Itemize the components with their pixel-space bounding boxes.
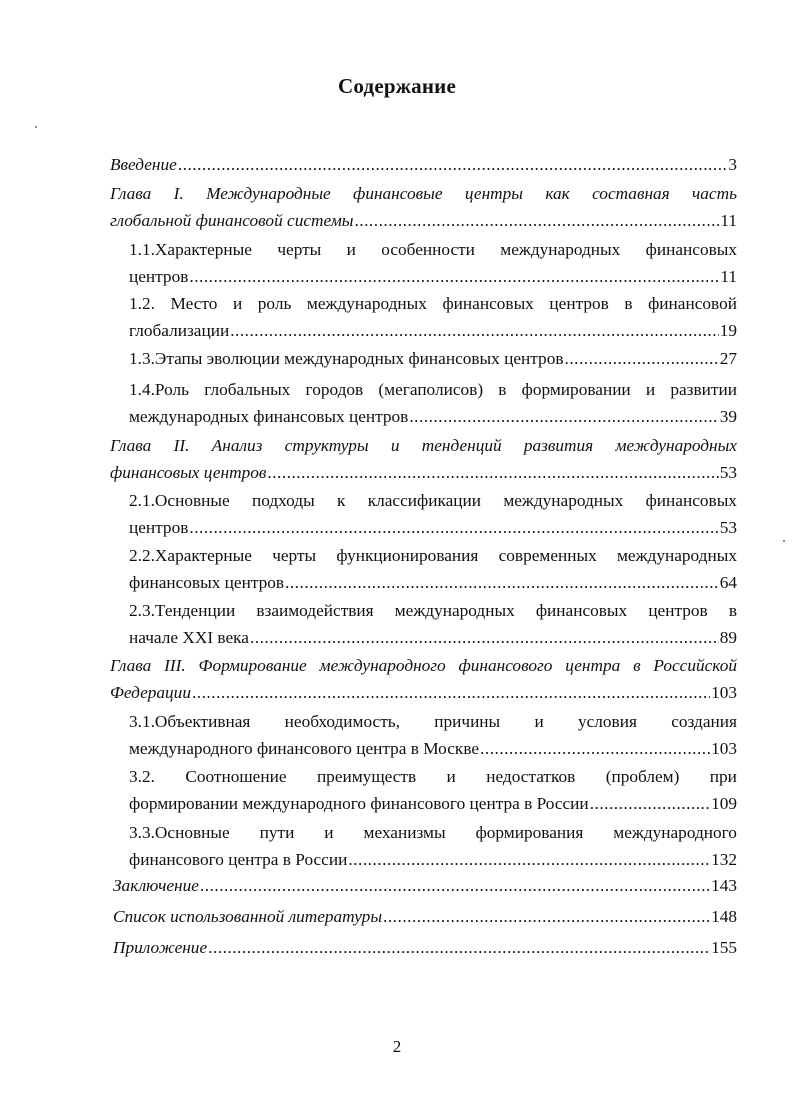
toc-section-entry xyxy=(129,376,737,430)
toc-word: создания xyxy=(671,712,737,731)
toc-entry-leader-line xyxy=(113,934,737,961)
toc-word: финансовых xyxy=(442,294,534,313)
toc-word: роль xyxy=(257,294,292,313)
toc-word: функционирования xyxy=(336,546,479,565)
toc-entry-text: международных финансовых центров xyxy=(129,407,409,426)
toc-entry-leader-line xyxy=(129,790,737,817)
toc-word: 3.2. xyxy=(129,767,155,786)
toc-word: финансовые xyxy=(353,184,443,203)
toc-page-number: 53 xyxy=(719,518,737,537)
toc-word: тенденций xyxy=(421,436,502,455)
toc-word: Соотношение xyxy=(185,767,287,786)
toc-word: условия xyxy=(577,712,637,731)
toc-word: финансовых xyxy=(645,240,737,259)
toc-section-entry xyxy=(129,597,737,651)
toc-word: международных xyxy=(394,601,515,620)
toc-word: финансовых xyxy=(645,491,737,510)
toc-entry-leader-line xyxy=(129,846,737,873)
toc-entry-text: начале XXI века xyxy=(129,628,249,647)
toc-word: Глава xyxy=(110,184,152,203)
toc-entry-line xyxy=(129,819,737,846)
toc-word: II. xyxy=(173,436,190,455)
toc-section-entry xyxy=(129,708,737,762)
toc-word: как xyxy=(545,184,570,203)
dot-leader xyxy=(480,735,710,762)
toc-word: в xyxy=(633,656,641,675)
toc-entry-line xyxy=(110,432,737,459)
toc-entry-leader-line xyxy=(129,735,737,762)
toc-entry-text: Приложение xyxy=(113,938,208,957)
toc-word: и xyxy=(446,767,456,786)
toc-entry-text: финансовых центров xyxy=(110,463,267,482)
dot-leader xyxy=(189,263,719,290)
toc-entry-leader-line xyxy=(129,403,737,430)
toc-chapter-entry xyxy=(110,432,737,486)
toc-word: центры xyxy=(464,184,523,203)
page-number: 2 xyxy=(392,1037,402,1056)
toc-word: классификации xyxy=(367,491,481,510)
toc-word: центра xyxy=(565,656,621,675)
toc-word: 2.3.Тенденции xyxy=(129,601,236,620)
toc-entry-line xyxy=(129,290,737,317)
toc-word: глобальных xyxy=(204,380,291,399)
toc-entry-leader-line xyxy=(110,459,737,486)
toc-word: в xyxy=(498,380,507,399)
toc-word: взаимодействия xyxy=(256,601,374,620)
toc-entry-text: Введение xyxy=(110,155,177,174)
toc-word: недостатков xyxy=(486,767,576,786)
toc-entry-leader-line xyxy=(110,151,737,178)
toc-word: международных xyxy=(503,491,624,510)
toc-page-number: 3 xyxy=(728,155,737,174)
toc-word: 1.1.Характерные xyxy=(129,240,252,259)
toc-page-number: 103 xyxy=(711,683,737,702)
toc-entry-leader-line xyxy=(110,207,737,234)
toc-entry-text: формировании международного финансового центра в России xyxy=(129,794,589,813)
toc-word: и xyxy=(346,240,356,259)
toc-page-number: 148 xyxy=(711,907,737,926)
toc-page-number: 11 xyxy=(720,267,737,286)
dot-leader xyxy=(192,679,710,706)
dot-leader xyxy=(285,569,719,596)
toc-entry-leader-line xyxy=(129,569,737,596)
toc-entry-text: Федерации xyxy=(110,683,191,702)
toc-word: Международные xyxy=(206,184,331,203)
dot-leader xyxy=(267,459,718,486)
toc-entry-line xyxy=(110,180,737,207)
toc-entry-line xyxy=(110,652,737,679)
toc-section-entry xyxy=(129,345,737,372)
toc-word: Формирование xyxy=(198,656,307,675)
toc-word: 3.3.Основные xyxy=(129,823,230,842)
toc-section-entry xyxy=(129,487,737,541)
dot-leader xyxy=(348,846,710,873)
toc-page-number: 89 xyxy=(719,628,737,647)
toc-word: городов xyxy=(305,380,364,399)
toc-word: особенности xyxy=(381,240,475,259)
toc-word: причины xyxy=(434,712,501,731)
dot-leader xyxy=(230,317,719,344)
toc-word: 2.1.Основные xyxy=(129,491,230,510)
toc-word: Место xyxy=(170,294,218,313)
dot-leader xyxy=(189,514,718,541)
dot-leader xyxy=(208,934,710,961)
toc-chapter-entry xyxy=(110,180,737,234)
toc-word: в xyxy=(728,601,737,620)
toc-entry-text: международного финансового центра в Москве xyxy=(129,739,480,758)
toc-word: необходимость, xyxy=(284,712,400,731)
toc-word: финансовых xyxy=(535,601,628,620)
toc-word: III. xyxy=(164,656,186,675)
toc-page-number: 39 xyxy=(719,407,737,426)
toc-page-number: 109 xyxy=(711,794,737,813)
toc-word: центров xyxy=(648,601,708,620)
toc-entry-leader-line xyxy=(113,872,737,899)
toc-word: и xyxy=(645,380,656,399)
toc-word: составная xyxy=(592,184,670,203)
dot-leader xyxy=(565,345,719,372)
toc-word: черты xyxy=(272,546,317,565)
toc-word: современных xyxy=(498,546,597,565)
toc-word: и xyxy=(534,712,544,731)
scan-speck xyxy=(35,126,37,128)
toc-entry-leader-line xyxy=(110,679,737,706)
toc-entry-leader-line xyxy=(129,317,737,344)
toc-entry-leader-line xyxy=(129,624,737,651)
dot-leader xyxy=(250,624,719,651)
toc-entry-text: глобализации xyxy=(129,321,230,340)
toc-word: и xyxy=(324,823,334,842)
toc-entry-line xyxy=(129,236,737,263)
toc-word: подходы xyxy=(251,491,315,510)
toc-chapter-entry xyxy=(113,934,737,961)
toc-word: центров xyxy=(549,294,609,313)
toc-word: 2.2.Характерные xyxy=(129,546,252,565)
toc-word: международных xyxy=(615,436,737,455)
dot-leader xyxy=(590,790,710,817)
toc-word: к xyxy=(337,491,346,510)
toc-page-number: 143 xyxy=(711,876,737,895)
toc-entry-line xyxy=(129,376,737,403)
dot-leader xyxy=(409,403,718,430)
toc-word: 1.2. xyxy=(129,294,155,313)
toc-word: Глава xyxy=(110,436,152,455)
toc-word: 1.4.Роль xyxy=(129,380,190,399)
toc-entry-text: глобальной финансовой системы xyxy=(110,211,354,230)
toc-word: развитии xyxy=(670,380,737,399)
page-title: Содержание xyxy=(338,74,456,98)
toc-word: в xyxy=(624,294,633,313)
toc-word: структуры xyxy=(284,436,369,455)
toc-word: и xyxy=(232,294,243,313)
toc-word: финансовой xyxy=(648,294,737,313)
toc-entry-text: Заключение xyxy=(113,876,199,895)
toc-word: и xyxy=(390,436,400,455)
toc-word: механизмы xyxy=(363,823,446,842)
toc-entry-text: 1.3.Этапы эволюции международных финансовых центров xyxy=(129,349,564,368)
toc-entry-line xyxy=(129,708,737,735)
toc-page-number: 19 xyxy=(719,321,737,340)
toc-word: международных xyxy=(306,294,427,313)
toc-word: Глава xyxy=(110,656,152,675)
toc-page-number: 11 xyxy=(720,211,737,230)
toc-word: формирования xyxy=(475,823,584,842)
toc-section-entry xyxy=(129,542,737,596)
toc-page-number: 132 xyxy=(711,850,737,869)
toc-word: пути xyxy=(259,823,295,842)
toc-entry-leader-line xyxy=(129,345,737,372)
toc-section-entry xyxy=(129,819,737,873)
toc-page-number: 103 xyxy=(711,739,737,758)
toc-section-entry xyxy=(129,236,737,290)
toc-page-number: 64 xyxy=(719,573,737,592)
toc-page-number: 53 xyxy=(719,463,737,482)
toc-word: международного xyxy=(319,656,446,675)
toc-entry-text: финансовых центров xyxy=(129,573,285,592)
toc-page-number: 155 xyxy=(711,938,737,957)
dot-leader xyxy=(200,872,710,899)
toc-entry-text: центров xyxy=(129,267,189,286)
toc-word: (проблем) xyxy=(605,767,680,786)
toc-entry-line xyxy=(129,487,737,514)
dot-leader xyxy=(354,207,719,234)
toc-word: развития xyxy=(523,436,594,455)
toc-entry-line xyxy=(129,597,737,624)
scan-speck xyxy=(783,540,785,542)
toc-page-number: 27 xyxy=(719,349,737,368)
toc-word: черты xyxy=(277,240,322,259)
toc-word: международных xyxy=(500,240,621,259)
toc-entry-text: центров xyxy=(129,518,189,537)
toc-word: международного xyxy=(613,823,737,842)
toc-chapter-entry xyxy=(110,652,737,706)
toc-word: Российской xyxy=(653,656,737,675)
toc-section-entry xyxy=(129,763,737,817)
toc-entry-line xyxy=(129,542,737,569)
toc-word: формировании xyxy=(521,380,631,399)
dot-leader xyxy=(178,151,728,178)
toc-entry-leader-line xyxy=(129,514,737,541)
toc-entry-leader-line xyxy=(113,903,737,930)
toc-word: преимуществ xyxy=(316,767,417,786)
toc-entry-text: Список использованной литературы xyxy=(113,907,383,926)
toc-word: международных xyxy=(616,546,737,565)
toc-word: финансового xyxy=(458,656,553,675)
toc-entry-line xyxy=(129,763,737,790)
toc-word: 3.1.Объективная xyxy=(129,712,251,731)
toc-word: Анализ xyxy=(211,436,263,455)
toc-chapter-entry xyxy=(110,151,737,178)
toc-chapter-entry xyxy=(113,903,737,930)
dot-leader xyxy=(383,903,710,930)
toc-word: I. xyxy=(173,184,184,203)
toc-entry-text: финансового центра в России xyxy=(129,850,348,869)
toc-word: при xyxy=(709,767,737,786)
toc-chapter-entry xyxy=(113,872,737,899)
toc-word: (мегаполисов) xyxy=(378,380,484,399)
toc-entry-leader-line xyxy=(129,263,737,290)
toc-section-entry xyxy=(129,290,737,344)
toc-word: часть xyxy=(692,184,737,203)
